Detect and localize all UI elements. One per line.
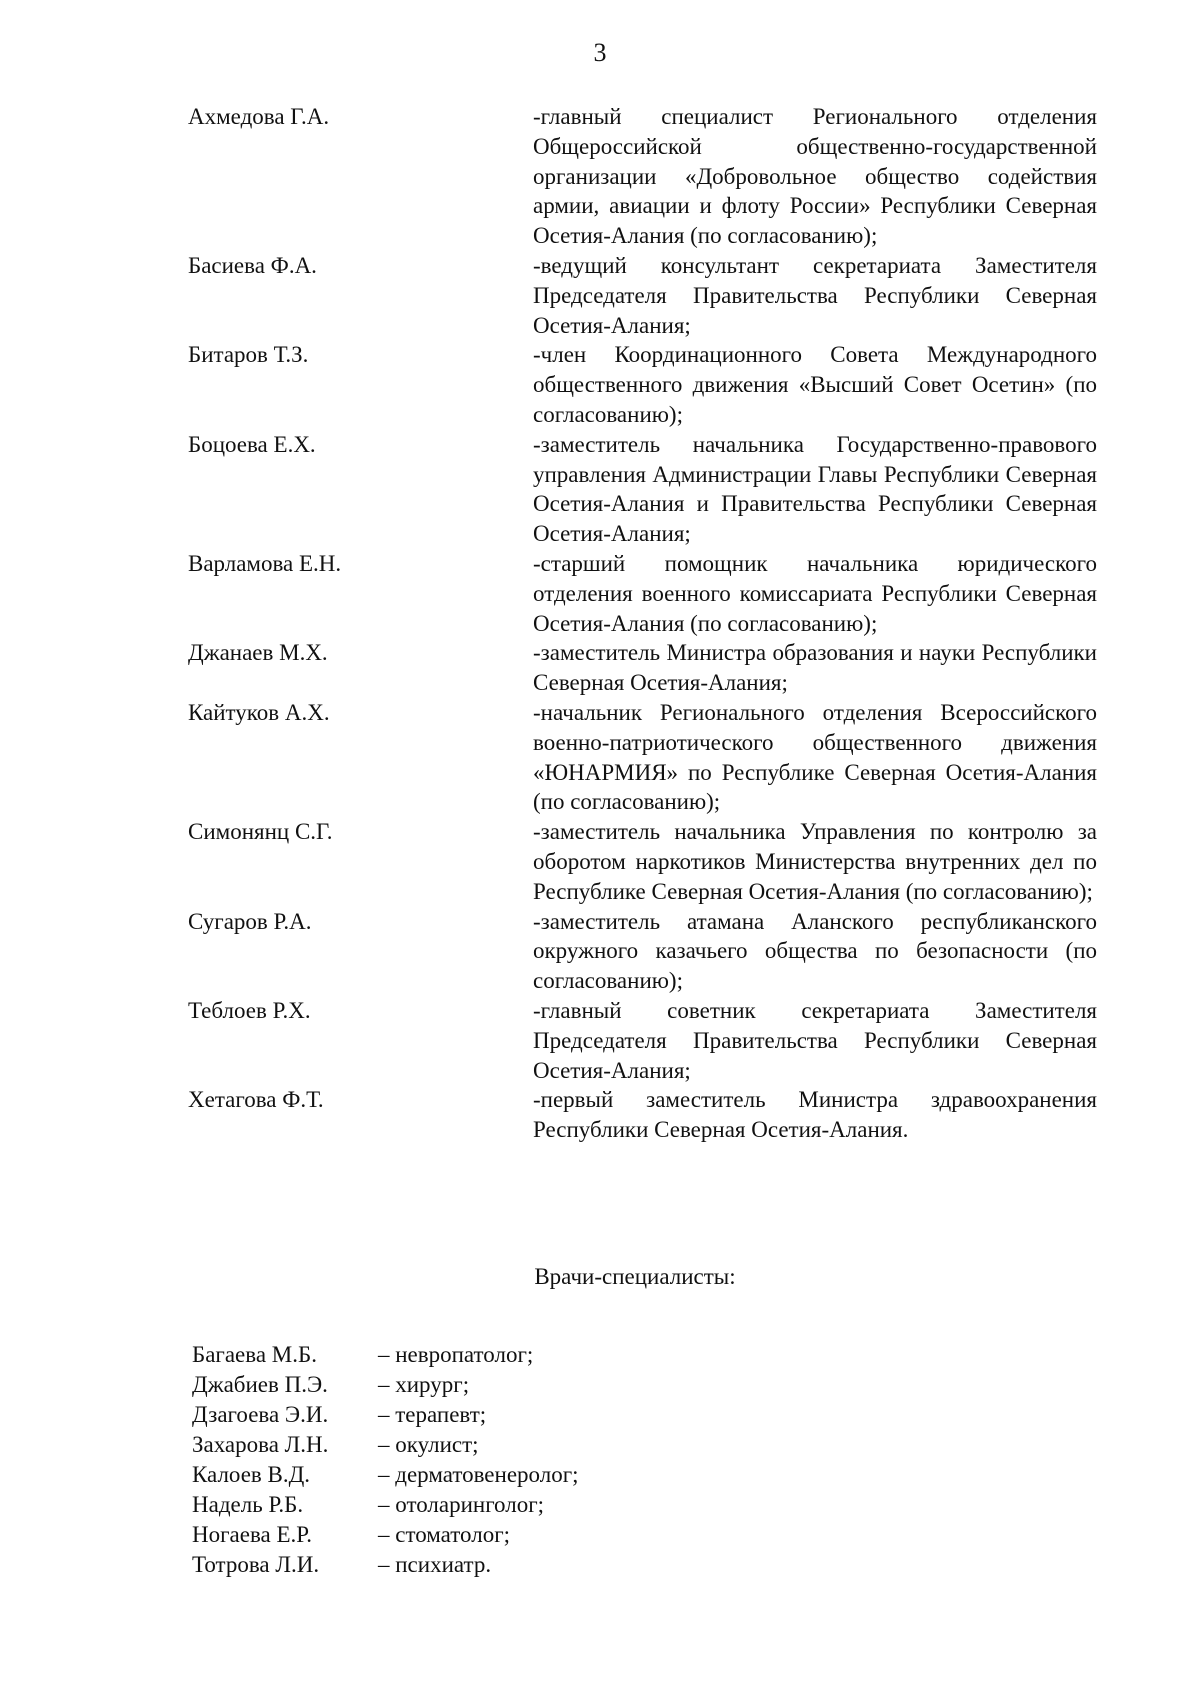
page-number: 3 xyxy=(593,38,607,67)
doctor-name: Дзагоева Э.И. xyxy=(192,1402,329,1427)
member-entry xyxy=(188,430,1100,549)
doctor-name: Надель Р.Б. xyxy=(192,1492,304,1517)
member-role: -заместитель начальника Государственно-правового управления Администрации Главы Республики Северная Осетия-Алания и Правительства Республики Северная Осетия-Алания; xyxy=(533,431,1097,547)
member-name: Сугаров Р.А. xyxy=(188,908,312,934)
member-entry xyxy=(188,698,1100,817)
member-role: -главный советник секретариата Заместителя Председателя Правительства Республики Северная Осетия-Алания; xyxy=(533,997,1097,1083)
member-name: Варламова Е.Н. xyxy=(188,550,342,576)
doctor-entry xyxy=(192,1490,892,1520)
member-name: Хетагова Ф.Т. xyxy=(188,1087,324,1113)
member-entry xyxy=(188,102,1100,251)
doctor-specialty: – отоларинголог; xyxy=(378,1492,545,1517)
doctor-specialty: – дерматовенеролог; xyxy=(378,1462,579,1487)
doctors-list xyxy=(192,1340,892,1580)
doctor-entry xyxy=(192,1520,892,1550)
member-name: Битаров Т.З. xyxy=(188,342,309,368)
doctor-specialty: – окулист; xyxy=(378,1432,479,1457)
member-role: -заместитель Министра образования и науки Республики Северная Осетия-Алания; xyxy=(533,640,1097,696)
doctors-section-heading: Врачи-специалисты: xyxy=(534,1264,736,1289)
doctor-entry xyxy=(192,1550,892,1580)
member-role: -главный специалист Регионального отделения Общероссийской общественно-государственной организации «Добровольное общество содействия армии, авиации и флоту России» Республики Северная Осетия-Алания (по согласованию); xyxy=(533,104,1097,249)
commission-members-list xyxy=(188,102,1100,1145)
doctor-name: Ногаева Е.Р. xyxy=(192,1522,312,1547)
member-entry xyxy=(188,1085,1100,1145)
member-name: Симонянц С.Г. xyxy=(188,819,333,845)
member-role: -заместитель атамана Аланского республиканского окружного казачьего общества по безопасности (по согласованию); xyxy=(533,908,1097,994)
member-role: -ведущий консультант секретариата Заместителя Председателя Правительства Республики Северная Осетия-Алания; xyxy=(533,252,1097,338)
doctor-entry xyxy=(192,1370,892,1400)
member-entry xyxy=(188,549,1100,638)
doctor-entry xyxy=(192,1400,892,1430)
doctor-name: Тотрова Л.И. xyxy=(192,1552,320,1577)
member-entry xyxy=(188,907,1100,996)
doctor-name: Багаева М.Б. xyxy=(192,1342,317,1367)
member-name: Боцоева Е.Х. xyxy=(188,431,316,457)
doctor-specialty: – стоматолог; xyxy=(378,1522,511,1547)
doctor-name: Калоев В.Д. xyxy=(192,1462,311,1487)
doctor-name: Джабиев П.Э. xyxy=(192,1372,328,1397)
doctor-specialty: – невропатолог; xyxy=(378,1342,534,1367)
member-name: Теблоев Р.Х. xyxy=(188,997,311,1023)
doctor-entry xyxy=(192,1340,892,1370)
member-name: Кайтуков А.Х. xyxy=(188,699,330,725)
doctor-entry xyxy=(192,1460,892,1490)
doctor-specialty: – хирург; xyxy=(378,1372,470,1397)
member-role: -первый заместитель Министра здравоохранения Республики Северная Осетия-Алания. xyxy=(533,1087,1097,1143)
member-entry xyxy=(188,340,1100,429)
member-name: Ахмедова Г.А. xyxy=(188,104,330,129)
doctor-specialty: – терапевт; xyxy=(378,1402,487,1427)
member-role: -заместитель начальника Управления по контролю за оборотом наркотиков Министерства внутренних дел по Республике Северная Осетия-Алания (по согласованию); xyxy=(533,819,1097,904)
member-role: -член Координационного Совета Международного общественного движения «Высший Совет Осетин» (по согласованию); xyxy=(533,342,1097,427)
member-name: Джанаев М.Х. xyxy=(188,640,328,666)
member-entry xyxy=(188,817,1100,906)
doctor-specialty: – психиатр. xyxy=(378,1552,492,1577)
member-entry xyxy=(188,638,1100,698)
member-name: Басиева Ф.А. xyxy=(188,252,317,278)
member-entry xyxy=(188,251,1100,340)
member-role: -начальник Регионального отделения Всероссийского военно-патриотического общественного движения «ЮНАРМИЯ» по Республике Северная Осетия-Алания (по согласованию); xyxy=(533,699,1097,815)
doctor-name: Захарова Л.Н. xyxy=(192,1432,329,1457)
doctor-entry xyxy=(192,1430,892,1460)
member-entry xyxy=(188,996,1100,1085)
member-role: -старший помощник начальника юридического отделения военного комиссариата Республики Северная Осетия-Алания (по согласованию); xyxy=(533,550,1097,636)
